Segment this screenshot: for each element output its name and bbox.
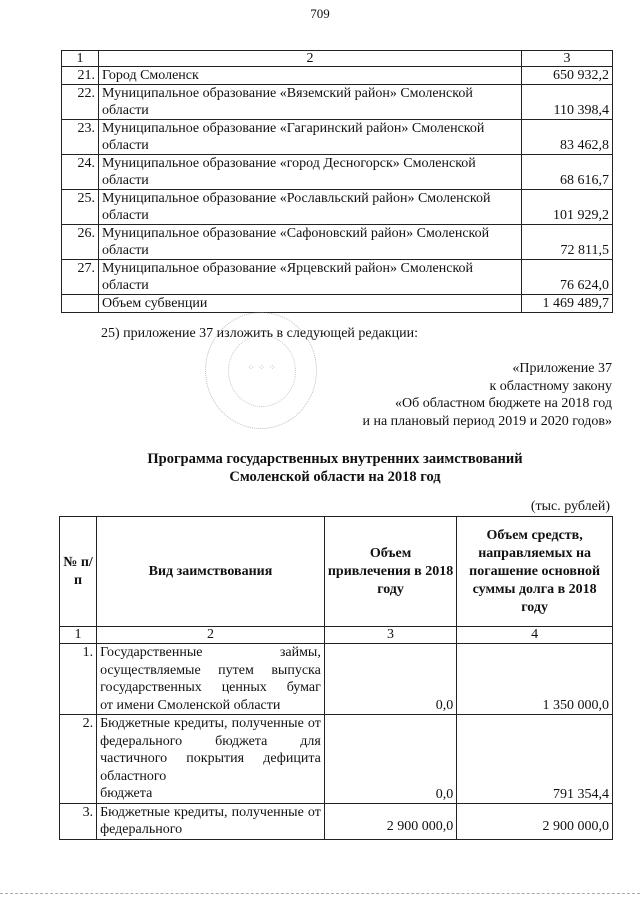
- row-name: Муниципальное образование «Вяземский район» Смоленской области: [99, 85, 522, 120]
- row-value: 76 624,0: [522, 260, 613, 295]
- row-raised: 0,0: [324, 715, 456, 804]
- title-line-1: Программа государственных внутренних заимствований: [147, 451, 523, 467]
- page-bottom-edge: [0, 893, 640, 894]
- document-title: [0, 450, 640, 486]
- table-header-row: [62, 51, 613, 67]
- table-header-row: [60, 517, 613, 627]
- row-number: 23.: [62, 120, 99, 155]
- header-col-1: 1: [62, 51, 99, 67]
- row-name: Город Смоленск: [99, 67, 522, 85]
- borrowing-program-table: [59, 516, 613, 840]
- annex-line-1: «Приложение 37: [512, 361, 612, 376]
- row-description: [97, 803, 325, 839]
- row-value: 110 398,4: [522, 85, 613, 120]
- row-name: Муниципальное образование «Сафоновский район» Смоленской области: [99, 225, 522, 260]
- stamp-mark: ⁘ ⁘ ⁘: [247, 363, 277, 372]
- table-row: [60, 644, 613, 715]
- total-value: 1 469 489,7: [522, 295, 613, 313]
- index-col-1: 1: [60, 627, 97, 644]
- row-description: [97, 644, 325, 715]
- index-col-2: 2: [97, 627, 325, 644]
- row-value: 72 811,5: [522, 225, 613, 260]
- total-label: Объем субвенции: [99, 295, 522, 313]
- row-description-last: бюджета: [100, 786, 153, 801]
- annex-heading: [362, 360, 612, 430]
- index-col-3: 3: [324, 627, 456, 644]
- amendment-text: 25) приложение 37 изложить в следующей редакции:: [101, 326, 418, 341]
- official-stamp: [205, 312, 317, 429]
- row-number: 25.: [62, 190, 99, 225]
- row-repaid: 1 350 000,0: [457, 644, 613, 715]
- subvention-table: [61, 50, 613, 313]
- table-row: [60, 715, 613, 804]
- table-row: [62, 155, 613, 190]
- row-value: 68 616,7: [522, 155, 613, 190]
- row-description-text: Государственные займы, осуществляемые путем выпуска государственных ценных бумаг: [100, 645, 321, 695]
- row-raised: 2 900 000,0: [324, 803, 456, 839]
- units-label: (тыс. рублей): [530, 499, 610, 514]
- row-number: 3.: [60, 803, 97, 839]
- table-row: [62, 190, 613, 225]
- row-number: 27.: [62, 260, 99, 295]
- page-number: 709: [310, 6, 330, 21]
- row-number: 21.: [62, 67, 99, 85]
- row-description-text: Бюджетные кредиты, полученные от федерального: [100, 804, 321, 837]
- row-description-last: от имени Смоленской области: [100, 697, 281, 713]
- annex-line-4: и на плановый период 2019 и 2020 годов»: [362, 413, 612, 429]
- table-row: [62, 225, 613, 260]
- row-number: 22.: [62, 85, 99, 120]
- row-number: 1.: [60, 644, 97, 715]
- table-row: [62, 67, 613, 85]
- total-blank: [62, 295, 99, 313]
- row-raised: 0,0: [324, 644, 456, 715]
- row-number: 24.: [62, 155, 99, 190]
- table-row: [62, 120, 613, 155]
- row-value: 101 929,2: [522, 190, 613, 225]
- table-row: [60, 803, 613, 839]
- row-name: Муниципальное образование «Рославльский район» Смоленской области: [99, 190, 522, 225]
- title-line-2: Смоленской области на 2018 год: [229, 469, 441, 485]
- column-index-row: [60, 627, 613, 644]
- row-name: Муниципальное образование «Гагаринский район» Смоленской области: [99, 120, 522, 155]
- row-value: 650 932,2: [522, 67, 613, 85]
- annex-line-2: к областному закону: [489, 378, 612, 394]
- header-num: № п/п: [60, 517, 97, 627]
- header-repaid: Объем средств, направляемых на погашение основной суммы долга в 2018 году: [457, 517, 613, 627]
- row-repaid: 2 900 000,0: [457, 803, 613, 839]
- total-row: [62, 295, 613, 313]
- row-description-text: Бюджетные кредиты, полученные от федерального бюджета для частичного покрытия дефицита областного: [100, 716, 321, 784]
- table-row: [62, 260, 613, 295]
- row-number: 26.: [62, 225, 99, 260]
- annex-line-3: «Об областном бюджете на 2018 год: [395, 396, 612, 411]
- header-col-3: 3: [522, 51, 613, 67]
- header-col-2: 2: [99, 51, 522, 67]
- row-repaid: 791 354,4: [457, 715, 613, 804]
- table-row: [62, 85, 613, 120]
- index-col-4: 4: [457, 627, 613, 644]
- row-description: [97, 715, 325, 804]
- header-raised: Объем привлечения в 2018 году: [324, 517, 456, 627]
- row-name: Муниципальное образование «Ярцевский район» Смоленской области: [99, 260, 522, 295]
- header-type: Вид заимствования: [97, 517, 325, 627]
- row-number: 2.: [60, 715, 97, 804]
- row-name: Муниципальное образование «город Десногорск» Смоленской области: [99, 155, 522, 190]
- row-value: 83 462,8: [522, 120, 613, 155]
